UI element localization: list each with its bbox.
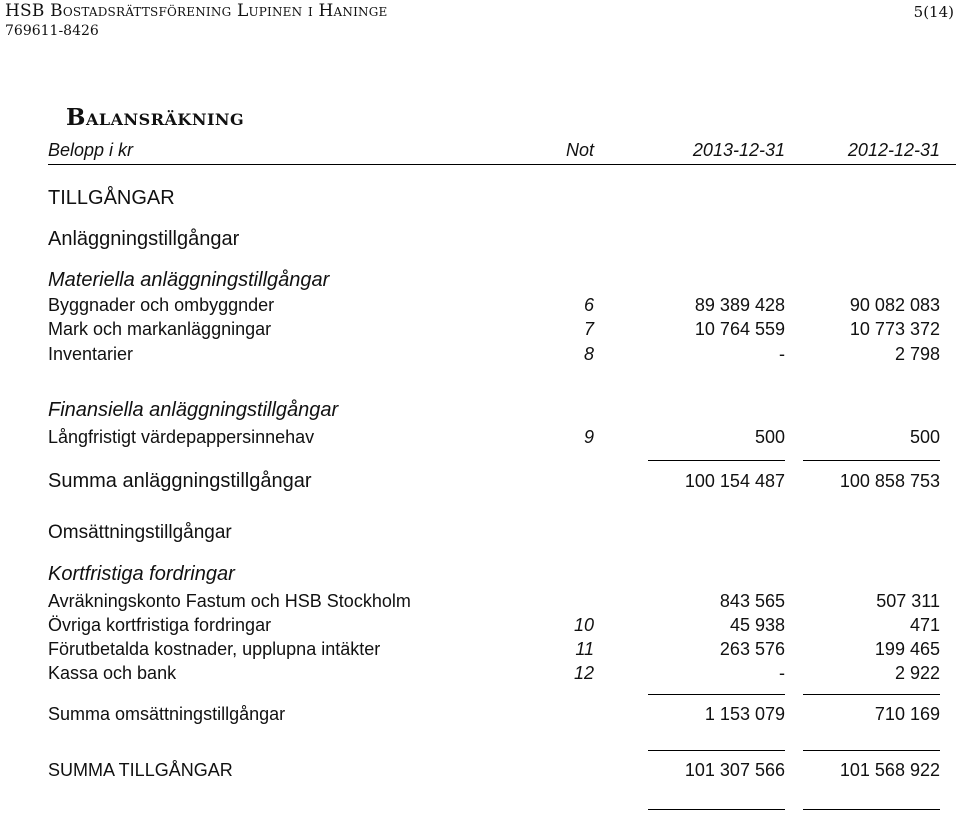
row-note: 6 [583, 295, 594, 315]
row-value-year2: 90 082 083 [849, 295, 940, 315]
column-header-note: Not [565, 140, 594, 160]
total-rule-year1 [648, 750, 785, 751]
double-rule-year2 [803, 809, 940, 810]
total-rule-year2 [803, 750, 940, 751]
row-label: Förutbetalda kostnader, upplupna intäkter [48, 639, 381, 659]
row-label: Mark och markanläggningar [48, 319, 272, 339]
row-value-year1: - [779, 344, 785, 364]
row-value-year1: 500 [754, 427, 785, 447]
section-financial: Finansiella anläggningstillgångar [48, 399, 339, 421]
sum-fixed-year1: 100 154 487 [684, 471, 785, 491]
column-header-label: Belopp i kr [48, 140, 134, 160]
row-value-year2: 507 311 [876, 591, 940, 611]
subtotal-rule-year1 [648, 460, 785, 461]
row-note: 11 [575, 639, 594, 659]
sum-total-year1: 101 307 566 [684, 760, 785, 780]
sum-total-year2: 101 568 922 [839, 760, 940, 780]
page-number: 5(14) [913, 3, 954, 21]
row-value-year1: 843 565 [719, 591, 785, 611]
subtotal-rule-year1 [648, 694, 785, 695]
row-value-year2: 2 922 [894, 663, 940, 683]
row-value-year1: - [779, 663, 785, 683]
row-label: Inventarier [48, 344, 134, 364]
column-header-year1: 2013-12-31 [692, 140, 785, 160]
section-current-assets: Omsättningstillgångar [48, 522, 232, 543]
row-note: 7 [583, 319, 594, 339]
row-value-year1: 89 389 428 [694, 295, 785, 315]
section-tangible: Materiella anläggningstillgångar [48, 269, 330, 291]
sum-current-year2: 710 169 [874, 704, 940, 724]
subtotal-rule-year2 [803, 460, 940, 461]
column-header-year2: 2012-12-31 [847, 140, 940, 160]
section-short-receivables: Kortfristiga fordringar [48, 563, 235, 585]
row-value-year1: 263 576 [719, 639, 785, 659]
row-label: Kassa och bank [48, 663, 177, 683]
row-note: 10 [573, 615, 594, 635]
section-assets: TILLGÅNGAR [48, 187, 175, 209]
organization-number: 769611-8426 [5, 23, 99, 39]
double-rule-year1 [648, 809, 785, 810]
row-note: 9 [583, 427, 594, 447]
row-value-year2: 2 798 [894, 344, 940, 364]
row-value-year1: 45 938 [729, 615, 785, 635]
page-title: Balansräkning [66, 104, 245, 131]
subtotal-rule-year2 [803, 694, 940, 695]
sum-fixed-year2: 100 858 753 [839, 471, 940, 491]
row-value-year1: 10 764 559 [694, 319, 785, 339]
sum-total-label: SUMMA TILLGÅNGAR [48, 760, 233, 780]
row-value-year2: 500 [909, 427, 940, 447]
row-note: 12 [573, 663, 594, 683]
sum-fixed-label: Summa anläggningstillgångar [48, 470, 312, 492]
section-fixed-assets: Anläggningstillgångar [48, 228, 240, 250]
row-label: Avräkningskonto Fastum och HSB Stockholm [48, 591, 411, 611]
row-value-year2: 10 773 372 [849, 319, 940, 339]
row-label: Långfristigt värdepappersinnehav [48, 427, 315, 447]
organization-name: HSB Bostadsrättsförening Lupinen i Haninge [5, 1, 388, 21]
row-label: Övriga kortfristiga fordringar [48, 615, 272, 635]
row-value-year2: 471 [909, 615, 940, 635]
row-value-year2: 199 465 [874, 639, 940, 659]
sum-current-label: Summa omsättningstillgångar [48, 704, 286, 724]
row-label: Byggnader och ombyggnder [48, 295, 275, 315]
row-note: 8 [583, 344, 594, 364]
sum-current-year1: 1 153 079 [704, 704, 785, 724]
header-rule [48, 164, 956, 165]
